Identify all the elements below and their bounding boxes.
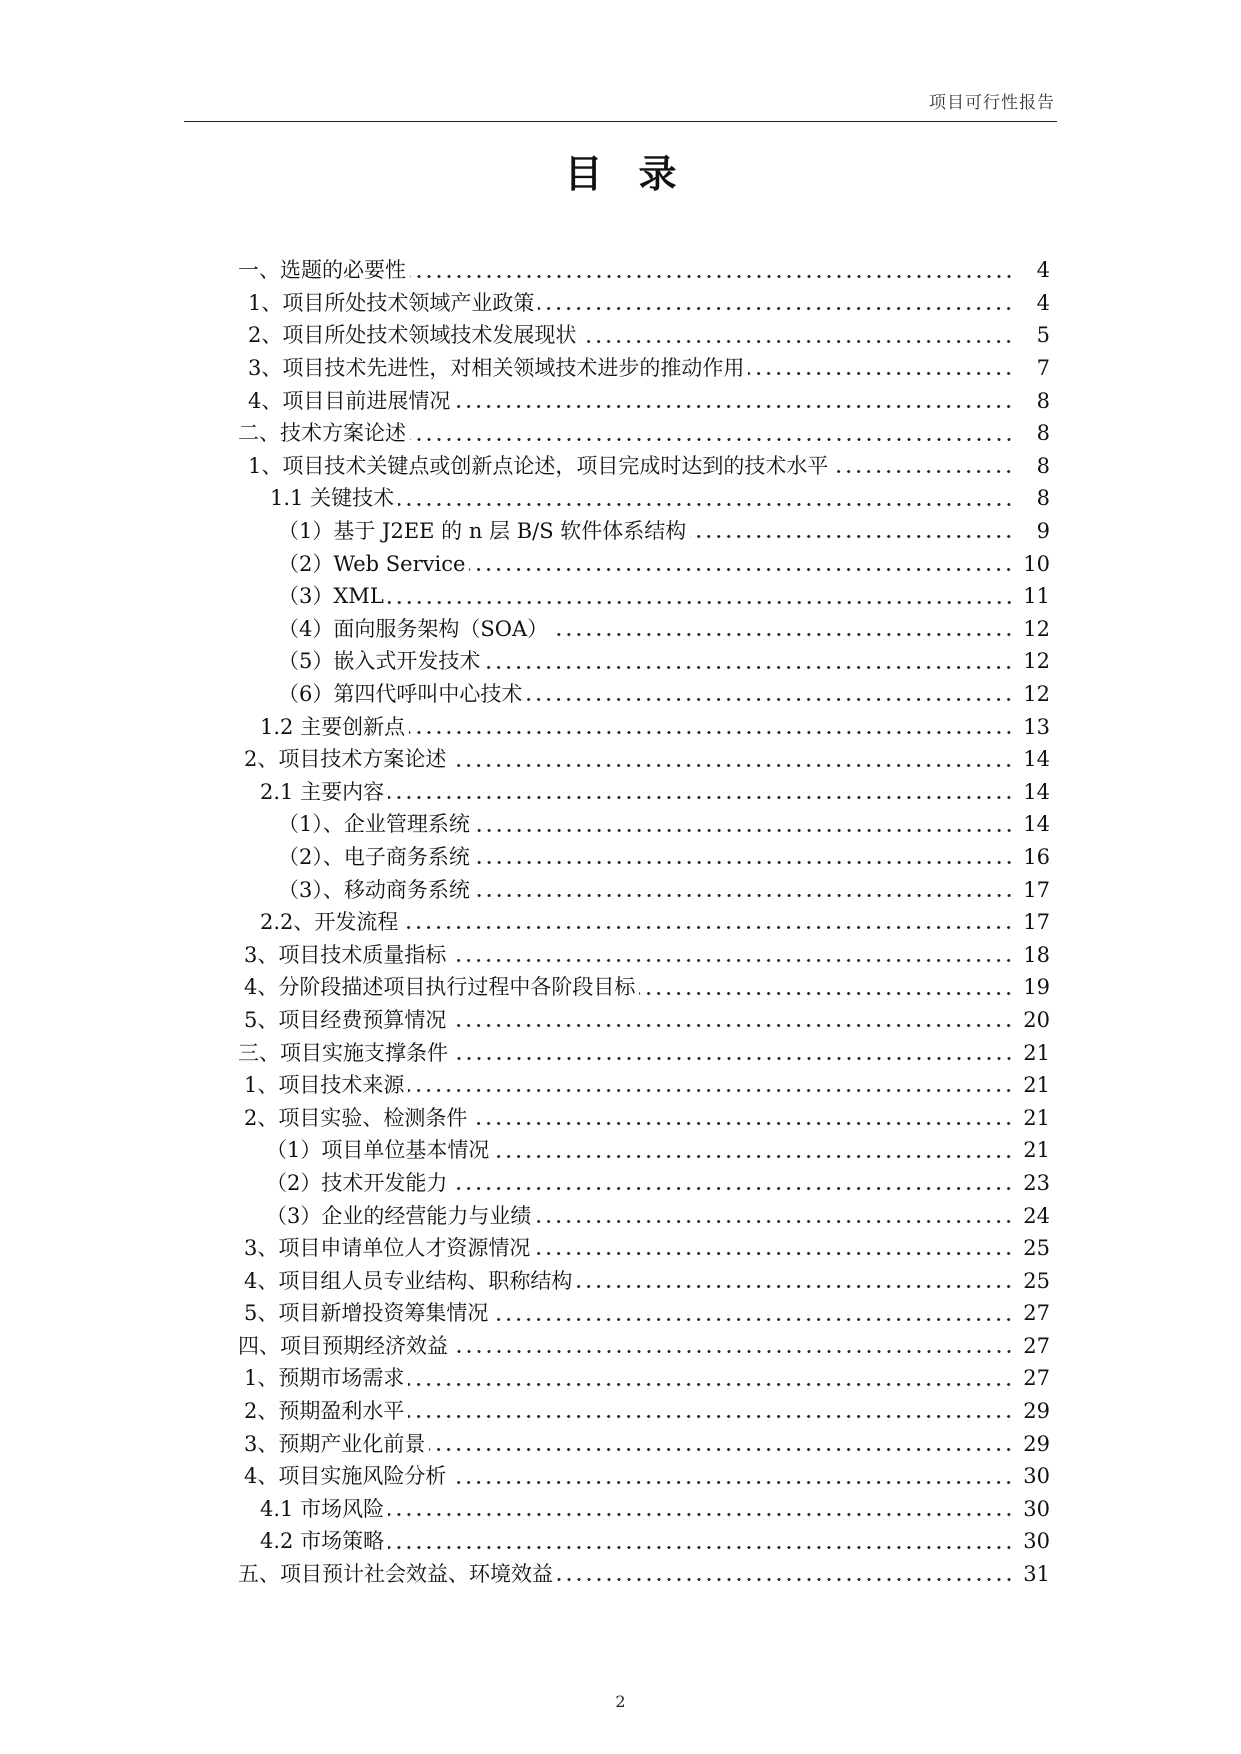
toc-entry[interactable] <box>244 743 1050 776</box>
toc-entry-page: 24 <box>1023 1203 1050 1228</box>
toc-entry-label: （3）企业的经营能力与业绩 <box>266 1203 532 1228</box>
dot-leader <box>388 796 1014 799</box>
page-title: 目录 <box>564 152 713 196</box>
toc-entry-label: （2）Web Service <box>278 551 466 576</box>
dot-leader <box>484 666 1014 669</box>
toc-entry[interactable] <box>278 873 1050 906</box>
dot-leader <box>526 698 1014 701</box>
toc-entry[interactable] <box>248 287 1050 320</box>
toc-entry-label: 4、项目组人员专业结构、职称结构 <box>244 1268 573 1293</box>
toc-entry-page: 8 <box>1036 421 1050 446</box>
toc-entry[interactable] <box>244 1460 1050 1493</box>
toc-entry-page: 14 <box>1023 812 1050 837</box>
toc-entry[interactable] <box>266 1167 1050 1200</box>
dot-leader <box>748 372 1014 375</box>
toc-entry-label: 4.2 市场策略 <box>260 1529 385 1554</box>
toc-entry-label: 1.2 主要创新点 <box>260 714 406 739</box>
toc-entry[interactable] <box>248 384 1050 417</box>
toc-entry[interactable] <box>278 808 1050 841</box>
toc-entry-label: 4、分阶段描述项目执行过程中各阶段目标 <box>244 975 636 1000</box>
header-divider <box>184 121 1057 122</box>
toc-entry[interactable] <box>278 580 1050 613</box>
dot-leader <box>690 535 1014 538</box>
toc-entry[interactable] <box>244 938 1050 971</box>
toc-entry-label: 1.1 关键技术 <box>270 486 395 511</box>
toc-entry[interactable] <box>260 906 1050 939</box>
toc-entry[interactable] <box>244 1069 1050 1102</box>
toc-entry-label: 3、项目技术先进性，对相关领域技术进步的推动作用 <box>248 356 745 381</box>
toc-entry-page: 8 <box>1036 486 1050 511</box>
dot-leader <box>471 1122 1014 1125</box>
toc-entry-page: 21 <box>1023 1105 1050 1130</box>
toc-entry-label: 二、技术方案论述 <box>238 421 406 446</box>
dot-leader <box>408 1415 1014 1418</box>
toc-entry-page: 30 <box>1023 1464 1050 1489</box>
toc-entry-label: （2）技术开发能力 <box>266 1170 448 1195</box>
toc-entry-page: 17 <box>1023 910 1050 935</box>
dot-leader <box>429 1448 1014 1451</box>
toc-entry-page: 8 <box>1036 453 1050 478</box>
toc-entry-page: 18 <box>1023 942 1050 967</box>
toc-entry-page: 27 <box>1023 1366 1050 1391</box>
toc-entry-label: 3、项目申请单位人才资源情况 <box>244 1236 531 1261</box>
dot-leader <box>398 503 1014 506</box>
toc-entry[interactable] <box>238 1330 1050 1363</box>
toc-entry[interactable] <box>278 547 1050 580</box>
toc-entry-page: 21 <box>1023 1138 1050 1163</box>
toc-entry[interactable] <box>278 678 1050 711</box>
dot-leader <box>474 894 1014 897</box>
toc-entry-label: （1）、企业管理系统 <box>278 812 470 837</box>
dot-leader <box>409 731 1014 734</box>
dot-leader <box>469 568 1014 571</box>
toc-entry-page: 8 <box>1036 388 1050 413</box>
toc-entry-label: 3、项目技术质量指标 <box>244 942 447 967</box>
dot-leader <box>388 1513 1014 1516</box>
dot-leader <box>538 307 1014 310</box>
dot-leader <box>534 1252 1014 1255</box>
dot-leader <box>557 1578 1014 1581</box>
dot-leader <box>535 1220 1014 1223</box>
toc-entry[interactable] <box>260 710 1050 743</box>
toc-entry[interactable] <box>238 1558 1050 1591</box>
toc-entry[interactable] <box>244 1004 1050 1037</box>
toc-entry[interactable] <box>278 841 1050 874</box>
toc-entry[interactable] <box>244 1232 1050 1265</box>
toc-entry-label: 2、预期盈利水平 <box>244 1399 405 1424</box>
toc-entry-label: 1、预期市场需求 <box>244 1366 405 1391</box>
toc-entry[interactable] <box>248 450 1050 483</box>
toc-entry[interactable] <box>266 1134 1050 1167</box>
dot-leader <box>454 405 1014 408</box>
toc-entry-page: 29 <box>1023 1399 1050 1424</box>
toc-entry-label: （3）、移动商务系统 <box>278 877 470 902</box>
dot-leader <box>452 1057 1014 1060</box>
toc-entry[interactable] <box>244 1297 1050 1330</box>
dot-leader <box>402 926 1014 929</box>
toc-entry-page: 29 <box>1023 1431 1050 1456</box>
dot-leader <box>451 1187 1014 1190</box>
dot-leader <box>474 861 1014 864</box>
toc-entry-label: 三、项目实施支撑条件 <box>238 1040 448 1065</box>
toc-entry-page: 30 <box>1023 1529 1050 1554</box>
dot-leader <box>410 438 1014 441</box>
dot-leader <box>408 1089 1014 1092</box>
toc-entry-label: 4.1 市场风险 <box>260 1496 385 1521</box>
toc-entry[interactable] <box>244 1264 1050 1297</box>
toc-entry-label: 2.1 主要内容 <box>260 779 385 804</box>
toc-entry-label: 四、项目预期经济效益 <box>238 1333 448 1358</box>
toc-entry[interactable] <box>238 1036 1050 1069</box>
toc-entry-page: 4 <box>1036 258 1050 283</box>
toc-entry-page: 14 <box>1023 779 1050 804</box>
toc-entry[interactable] <box>244 1395 1050 1428</box>
toc-entry-label: 5、项目新增投资筹集情况 <box>244 1301 489 1326</box>
toc-entry-page: 23 <box>1023 1170 1050 1195</box>
toc-entry[interactable] <box>248 319 1050 352</box>
dot-leader <box>450 959 1014 962</box>
toc-entry-label: 3、预期产业化前景 <box>244 1431 426 1456</box>
toc-entry-label: （3）XML <box>278 584 384 609</box>
toc-entry-page: 19 <box>1023 975 1050 1000</box>
toc-entry-page: 11 <box>1023 584 1050 609</box>
toc-entry-page: 7 <box>1036 356 1050 381</box>
toc-entry[interactable] <box>260 776 1050 809</box>
table-of-contents <box>0 254 1241 1590</box>
toc-entry-page: 25 <box>1023 1268 1050 1293</box>
toc-entry-page: 30 <box>1023 1496 1050 1521</box>
toc-entry-page: 31 <box>1023 1562 1050 1587</box>
toc-entry-page: 12 <box>1023 649 1050 674</box>
toc-entry-label: 4、项目实施风险分析 <box>244 1464 447 1489</box>
toc-entry-label: （6）第四代呼叫中心技术 <box>278 682 523 707</box>
toc-entry[interactable] <box>238 254 1050 287</box>
dot-leader <box>474 829 1014 832</box>
toc-entry-page: 27 <box>1023 1333 1050 1358</box>
toc-entry-label: 1、项目所处技术领域产业政策 <box>248 290 535 315</box>
toc-entry-label: 4、项目目前进展情况 <box>248 388 451 413</box>
toc-entry-label: 1、项目技术来源 <box>244 1073 405 1098</box>
toc-entry-label: （5）嵌入式开发技术 <box>278 649 481 674</box>
toc-entry-label: （4）面向服务架构（SOA） <box>278 616 549 641</box>
toc-entry-page: 21 <box>1023 1040 1050 1065</box>
toc-entry[interactable] <box>244 1362 1050 1395</box>
dot-leader <box>410 275 1014 278</box>
toc-entry-page: 14 <box>1023 747 1050 772</box>
toc-entry-label: （1）基于 J2EE 的 n 层 B/S 软件体系结构 <box>278 519 687 544</box>
page-number: 2 <box>615 1692 626 1711</box>
toc-entry-page: 13 <box>1023 714 1050 739</box>
toc-entry-label: 2、项目所处技术领域技术发展现状 <box>248 323 577 348</box>
toc-entry-label: （1）项目单位基本情况 <box>266 1138 490 1163</box>
toc-entry-label: （2）、电子商务系统 <box>278 844 470 869</box>
toc-entry[interactable] <box>278 645 1050 678</box>
running-header: 项目可行性报告 <box>929 93 1055 113</box>
dot-leader <box>576 1285 1014 1288</box>
toc-entry-page: 10 <box>1023 551 1050 576</box>
toc-entry-label: 五、项目预计社会效益、环境效益 <box>238 1562 553 1587</box>
dot-leader <box>450 1024 1014 1027</box>
dot-leader <box>493 1155 1014 1158</box>
toc-entry[interactable] <box>238 417 1050 450</box>
toc-entry-label: 2、项目技术方案论述 <box>244 747 447 772</box>
toc-entry[interactable] <box>260 1525 1050 1558</box>
toc-entry[interactable] <box>270 482 1050 515</box>
dot-leader <box>552 633 1014 636</box>
toc-entry[interactable] <box>248 352 1050 385</box>
toc-entry-page: 20 <box>1023 1007 1050 1032</box>
toc-entry-page: 9 <box>1036 519 1050 544</box>
dot-leader <box>639 992 1014 995</box>
toc-entry-label: 一、选题的必要性 <box>238 258 406 283</box>
toc-entry[interactable] <box>244 1427 1050 1460</box>
dot-leader <box>832 470 1014 473</box>
toc-entry[interactable] <box>260 1493 1050 1526</box>
dot-leader <box>388 601 1014 604</box>
dot-leader <box>450 1481 1014 1484</box>
dot-leader <box>580 340 1014 343</box>
toc-entry[interactable] <box>278 515 1050 548</box>
toc-entry[interactable] <box>278 613 1050 646</box>
dot-leader <box>388 1546 1014 1549</box>
toc-entry[interactable] <box>244 971 1050 1004</box>
toc-entry-page: 17 <box>1023 877 1050 902</box>
toc-entry-page: 4 <box>1036 290 1050 315</box>
toc-entry-label: 1、项目技术关键点或创新点论述，项目完成时达到的技术水平 <box>248 453 829 478</box>
toc-entry-page: 16 <box>1023 844 1050 869</box>
toc-entry-page: 25 <box>1023 1236 1050 1261</box>
toc-entry-label: 2.2、开发流程 <box>260 910 399 935</box>
toc-entry[interactable] <box>266 1199 1050 1232</box>
toc-entry-page: 27 <box>1023 1301 1050 1326</box>
toc-entry-label: 2、项目实验、检测条件 <box>244 1105 468 1130</box>
dot-leader <box>452 1350 1014 1353</box>
toc-entry-page: 12 <box>1023 616 1050 641</box>
dot-leader <box>492 1318 1014 1321</box>
toc-entry-page: 21 <box>1023 1073 1050 1098</box>
dot-leader <box>450 764 1014 767</box>
toc-entry[interactable] <box>244 1101 1050 1134</box>
toc-entry-label: 5、项目经费预算情况 <box>244 1007 447 1032</box>
dot-leader <box>408 1383 1014 1386</box>
toc-entry-page: 5 <box>1036 323 1050 348</box>
toc-entry-page: 12 <box>1023 682 1050 707</box>
